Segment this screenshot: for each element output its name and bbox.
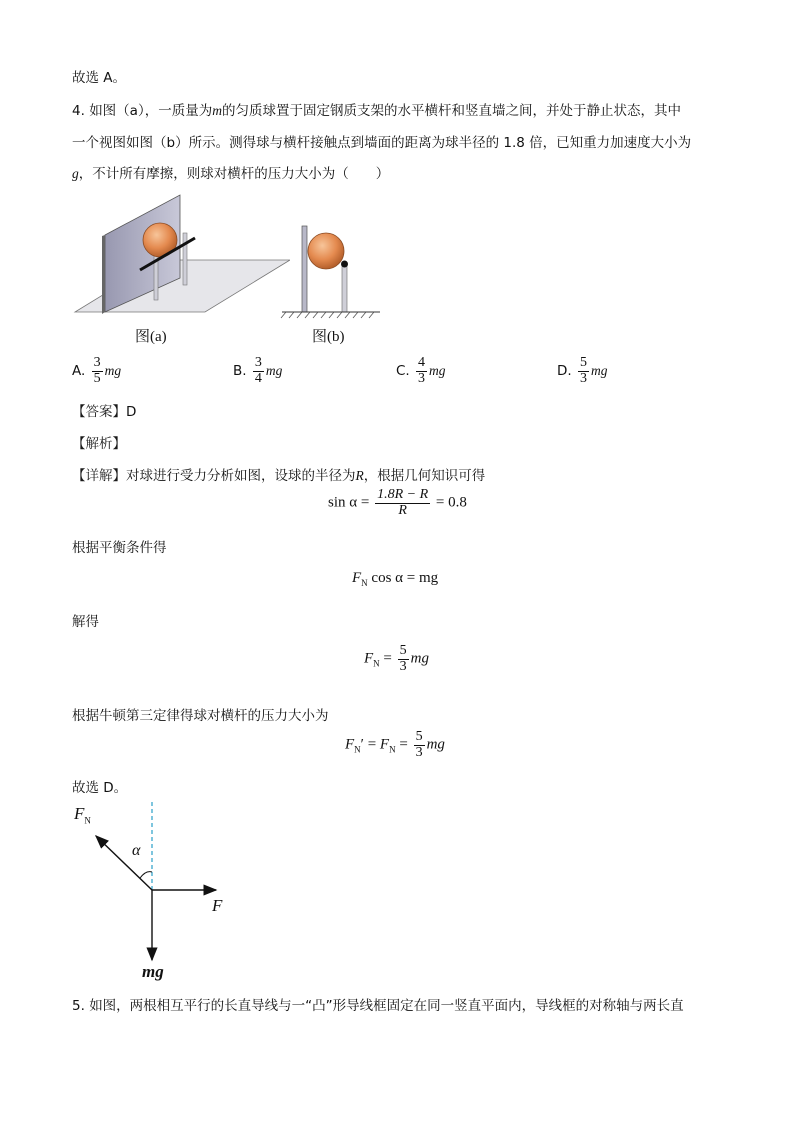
force-diagram (70, 798, 250, 988)
figure-a (70, 190, 290, 350)
option-b[interactable]: B. $\frac{3}{4}$ mg (233, 355, 283, 386)
analysis-tag: 【解析】 (72, 436, 126, 452)
option-c[interactable]: C. $\frac{4}{3}$ mg (396, 355, 446, 386)
option-a[interactable]: A. $\frac{3}{5}$ mg (72, 355, 122, 386)
q5-stem: 5. 如图，两根相互平行的长直导线与一“凸”形导线框固定在同一竖直平面内，导线框的对称轴与两长直 (72, 998, 684, 1014)
conclusion: 故选 D。 (72, 780, 128, 796)
figure-b (280, 220, 390, 325)
balance-text: 根据平衡条件得 (72, 540, 167, 556)
figure-a-label: 图(a) (135, 329, 167, 345)
force-f-label: F (212, 896, 223, 915)
equation-fn-prime: $F_N' = F_N$ = $\frac{5}{3}$ mg (345, 729, 445, 760)
alpha-label: α (132, 842, 141, 859)
prev-answer: 故选 A。 (72, 70, 127, 86)
option-d[interactable]: D. $\frac{5}{3}$ mg (557, 355, 608, 386)
detail-line: 【详解】对球进行受力分析如图，设球的半径为R，根据几何知识可得 (72, 468, 486, 484)
q4-stem-line3: g，不计所有摩擦，则球对横杆的压力大小为（ ） (72, 166, 390, 182)
figure-b-label: 图(b) (312, 329, 345, 345)
solve-text: 解得 (72, 614, 99, 630)
force-mg-label: mg (142, 962, 164, 981)
answer-line: 【答案】D (72, 404, 137, 420)
equation-fn: $F_N$ = $\frac{5}{3}$ mg (364, 643, 429, 674)
equation-sin-alpha: sin α = $\frac{1.8R - R}{R}$ = 0.8 (328, 487, 467, 518)
q4-stem-line2: 一个视图如图（b）所示。测得球与横杆接触点到墙面的距离为球半径的 1.8 倍，已知重力加速度大小为 (72, 135, 692, 151)
q4-stem-line1: 4. 如图（a），一质量为m的匀质球置于固定钢质支架的水平横杆和竖直墙之间，并处于静止状态，其中 (72, 103, 681, 119)
equation-balance: $F_N$ cos α = mg (352, 570, 439, 588)
force-fn-label: $F_N$ (74, 804, 91, 826)
newton-text: 根据牛顿第三定律得球对横杆的压力大小为 (72, 708, 329, 724)
